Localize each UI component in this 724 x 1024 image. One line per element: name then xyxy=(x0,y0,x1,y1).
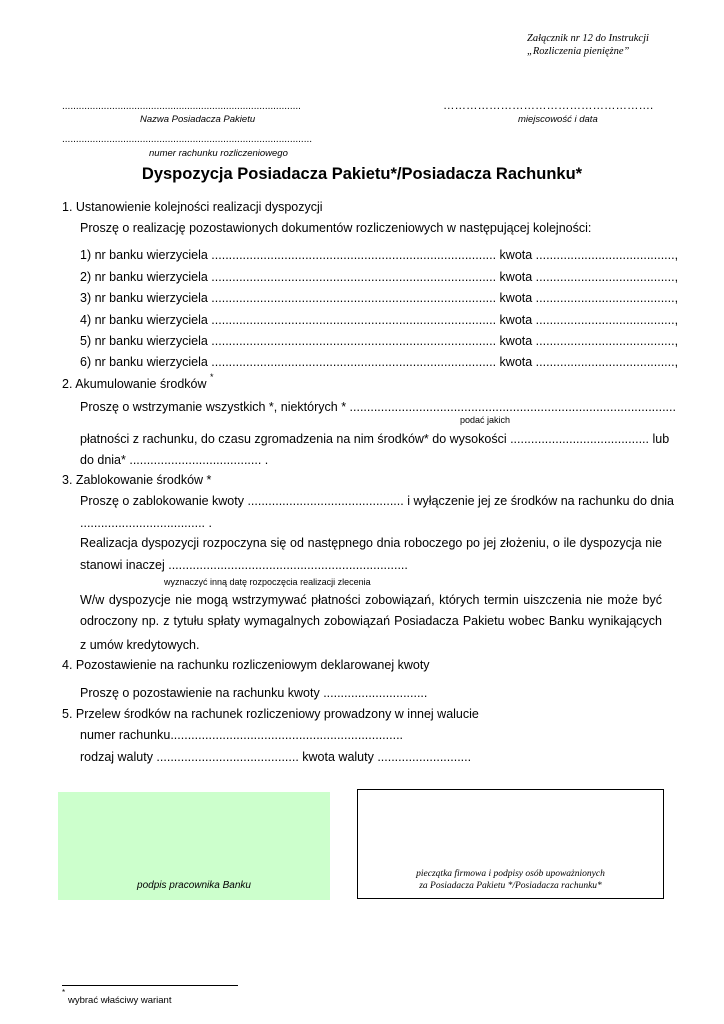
section3-para-line3: z umów kredytowych. xyxy=(80,638,200,652)
attachment-note-line2: „Rozliczenia pieniężne” xyxy=(527,46,630,57)
section4-line1[interactable]: Proszę o pozostawienie na rachunku kwoty .............................. xyxy=(80,686,428,700)
section1-intro: Proszę o realizację pozostawionych dokumentów rozliczeniowych w następującej kolejności: xyxy=(80,221,592,235)
creditor-line-1[interactable]: 1) nr banku wierzyciela .................................................................................. kwota ........................................, xyxy=(80,248,679,262)
section5-heading: 5. Przelew środków na rachunek rozliczeniowy prowadzony w innej walucie xyxy=(62,707,479,721)
section3-line3: Realizacja dyspozycji rozpoczyna się od następnego dnia roboczego po jej złożeniu, o ile dyspozycja nie xyxy=(80,536,662,550)
section2-note: podać jakich xyxy=(460,415,511,425)
footnote-text: wybrać właściwy wariant xyxy=(68,995,172,1006)
bank-signature-label: podpis pracownika Banku xyxy=(137,880,251,891)
holder-name-field[interactable]: ...................................................................................... xyxy=(62,101,301,112)
account-number-field[interactable]: .......................................................................................... xyxy=(62,134,313,145)
section2-star: * xyxy=(210,372,214,382)
section2-line3[interactable]: do dnia* ...................................... . xyxy=(80,453,269,467)
section1-heading: 1. Ustanowienie kolejności realizacji dyspozycji xyxy=(62,200,323,214)
client-signature-label-line1: pieczątka firmowa i podpisy osób upoważnionych xyxy=(416,869,605,879)
attachment-note-line1: Załącznik nr 12 do Instrukcji xyxy=(527,33,649,44)
account-number-label: numer rachunku rozliczeniowego xyxy=(149,148,288,159)
holder-name-label: Nazwa Posiadacza Pakietu xyxy=(140,114,256,125)
page-title: Dyspozycja Posiadacza Pakietu*/Posiadacza Rachunku* xyxy=(141,165,583,183)
section3-para-line2: odroczony np. z tytułu spłaty wymagalnych zobowiązań Posiadacza Pakietu wobec Banku wynikających xyxy=(80,614,662,628)
section2-line1[interactable]: Proszę o wstrzymanie wszystkich *, niektórych * .............................................................................................. xyxy=(80,400,676,414)
client-signature-box[interactable] xyxy=(357,789,664,899)
section3-note: wyznaczyć inną datę rozpoczęcia realizacji zlecenia xyxy=(164,577,371,587)
client-signature-label-line2: za Posiadacza Pakietu */Posiadacza rachunku* xyxy=(419,881,602,891)
section3-heading: 3. Zablokowanie środków * xyxy=(62,473,212,487)
place-date-label: miejscowość i data xyxy=(518,114,598,125)
footnote-divider xyxy=(62,985,238,986)
section3-line2[interactable]: .................................... . xyxy=(80,516,212,530)
bank-signature-box[interactable] xyxy=(58,792,330,900)
section2-line2[interactable]: płatności z rachunku, do czasu zgromadzenia na nim środków* do wysokości ........................................ lub xyxy=(80,432,670,446)
section3-line4[interactable]: stanowi inaczej ..................................................................... xyxy=(80,558,408,572)
creditor-line-2[interactable]: 2) nr banku wierzyciela .................................................................................. kwota ........................................, xyxy=(80,270,679,284)
creditor-line-6[interactable]: 6) nr banku wierzyciela .................................................................................. kwota ........................................, xyxy=(80,355,679,369)
footnote-star: * xyxy=(62,988,66,997)
section3-line1[interactable]: Proszę o zablokowanie kwoty ............................................. i wyłączenie jej ze środków na rachunku do dnia xyxy=(80,494,675,508)
section4-heading: 4. Pozostawienie na rachunku rozliczeniowym deklarowanej kwoty xyxy=(62,658,430,672)
place-date-field[interactable]: ………………………………………………. xyxy=(443,100,654,112)
section5-currency-line[interactable]: rodzaj waluty ......................................... kwota waluty ........................... xyxy=(80,750,472,764)
section3-para-line1: W/w dyspozycje nie mogą wstrzymywać płatności zobowiązań, których termin uiszczenia nie może być xyxy=(80,593,662,607)
creditor-line-4[interactable]: 4) nr banku wierzyciela .................................................................................. kwota ........................................, xyxy=(80,313,679,327)
section5-account-line[interactable]: numer rachunku................................................................... xyxy=(80,728,404,742)
creditor-line-3[interactable]: 3) nr banku wierzyciela .................................................................................. kwota ........................................, xyxy=(80,291,679,305)
section2-heading: 2. Akumulowanie środków xyxy=(62,377,207,391)
creditor-line-5[interactable]: 5) nr banku wierzyciela .................................................................................. kwota ........................................, xyxy=(80,334,679,348)
